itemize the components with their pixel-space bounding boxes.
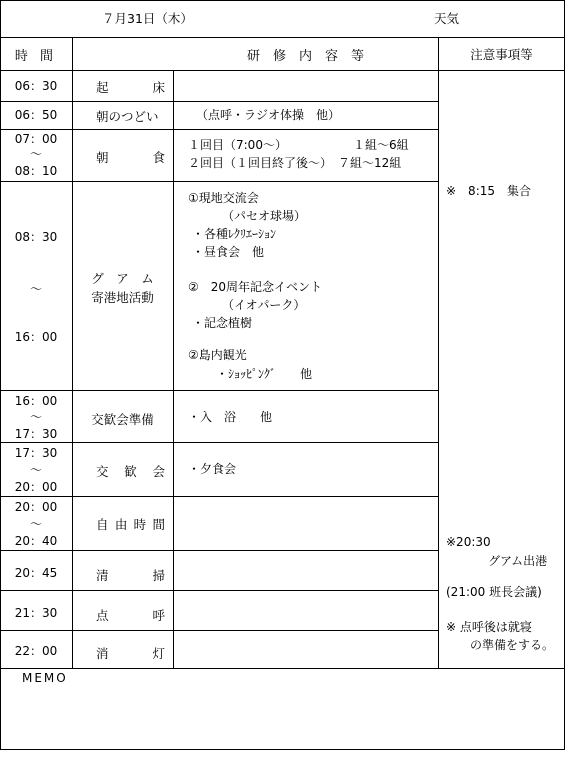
content-text: ２回目（１回目終了後～） ７組～12組 bbox=[188, 156, 402, 170]
grid-line bbox=[0, 630, 438, 631]
activity-text: 交 bbox=[96, 464, 109, 479]
content-text: ①現地交流会 bbox=[188, 191, 259, 205]
time-cell: 16：00 bbox=[14, 394, 58, 408]
activity-text: 掃 bbox=[152, 568, 165, 583]
content-text: ・ｼｮｯﾋﾟﾝｸﾞ 他 bbox=[216, 367, 313, 381]
content-text: ・入 浴 他 bbox=[188, 410, 273, 424]
activity-cell: 交歓会準備 bbox=[91, 412, 154, 427]
content-text: ② 20周年記念イベント bbox=[188, 280, 323, 294]
grid-line bbox=[438, 37, 439, 668]
activity-cell bbox=[72, 566, 173, 584]
time-tilde: ～ bbox=[29, 282, 42, 296]
content-text: ・各種ﾚｸﾘｴｰｼｮﾝ bbox=[192, 227, 277, 241]
time-cell: 06：30 bbox=[14, 79, 58, 93]
time-cell: 20：00 bbox=[14, 500, 58, 514]
activity-text: 起 bbox=[96, 80, 109, 95]
activity-cell bbox=[72, 462, 173, 480]
note-gather: ※ 8:15 集合 bbox=[446, 184, 532, 198]
time-tilde: ～ bbox=[29, 410, 42, 424]
time-cell: 07：00 bbox=[14, 132, 58, 146]
activity-cell bbox=[72, 606, 173, 624]
activity-text: 清 bbox=[96, 568, 109, 583]
notes-column-header: 注意事項等 bbox=[470, 47, 533, 62]
content-column-header: 研 修 内 容 等 bbox=[246, 49, 364, 64]
grid-line bbox=[0, 442, 438, 443]
activity-text: 朝 bbox=[96, 150, 109, 165]
note-depart-label: グアム出港 bbox=[488, 554, 548, 568]
activity-text: 会 bbox=[152, 464, 165, 479]
activity-cell: グ ア ム bbox=[91, 271, 154, 286]
content-text: ・記念植樹 bbox=[192, 316, 253, 330]
activity-text: 床 bbox=[152, 80, 165, 95]
content-text: （点呼・ラジオ体操 他） bbox=[196, 108, 341, 122]
time-cell: 17：30 bbox=[14, 446, 58, 460]
time-cell: 22：00 bbox=[14, 644, 58, 658]
activity-text: 灯 bbox=[152, 646, 165, 661]
activity-cell bbox=[72, 515, 173, 533]
content-text: （パセオ球場） bbox=[222, 209, 307, 223]
activity-cell bbox=[72, 78, 173, 96]
grid-line bbox=[0, 496, 438, 497]
activity-cell bbox=[72, 644, 173, 662]
grid-line bbox=[0, 668, 565, 669]
note-meeting: (21:00 班長会議) bbox=[446, 585, 542, 599]
time-tilde: ～ bbox=[29, 147, 42, 161]
activity-text: 呼 bbox=[152, 608, 165, 623]
grid-line bbox=[0, 550, 438, 551]
activity-cell bbox=[72, 148, 173, 166]
content-text: １回目（7:00～） １組～6組 bbox=[188, 138, 409, 152]
content-text: ②島内観光 bbox=[188, 348, 247, 362]
time-column-header: 時 間 bbox=[14, 49, 58, 64]
activity-cell: 寄港地活動 bbox=[91, 290, 154, 305]
grid-line bbox=[0, 390, 438, 391]
grid-line bbox=[0, 590, 438, 591]
note-depart-time: ※20:30 bbox=[446, 535, 491, 549]
content-text: ・夕食会 bbox=[188, 462, 237, 476]
grid-line bbox=[0, 101, 438, 102]
memo-label: MEMO bbox=[22, 671, 68, 685]
time-cell: 17：30 bbox=[14, 427, 58, 441]
time-cell: 08：30 bbox=[14, 230, 58, 244]
grid-line bbox=[0, 181, 438, 182]
activity-text: 消 bbox=[96, 646, 109, 661]
time-cell: 16：00 bbox=[14, 330, 58, 344]
activity-text: 歓 bbox=[124, 464, 137, 479]
content-text: ・昼食会 他 bbox=[192, 245, 265, 259]
time-cell: 21：30 bbox=[14, 606, 58, 620]
time-cell: 20：40 bbox=[14, 534, 58, 548]
grid-line bbox=[0, 70, 565, 71]
note-sleep-1: ※ 点呼後は就寝 bbox=[446, 620, 532, 634]
time-cell: 20：45 bbox=[14, 566, 58, 580]
activity-text: 時 bbox=[133, 517, 147, 532]
time-tilde: ～ bbox=[29, 517, 42, 531]
note-sleep-2: の準備をする。 bbox=[470, 638, 555, 652]
activity-text: 自 bbox=[96, 517, 109, 532]
content-text: （イオパーク） bbox=[222, 298, 306, 312]
activity-text: 点 bbox=[96, 608, 109, 623]
activity-text: 間 bbox=[152, 517, 165, 532]
weather-label: 天気 bbox=[434, 11, 460, 26]
time-cell: 20：00 bbox=[14, 480, 58, 494]
activity-text: 食 bbox=[152, 150, 165, 165]
activity-cell: 朝のつどい bbox=[96, 109, 159, 124]
date-label: ７月31日（木） bbox=[102, 11, 193, 26]
grid-line bbox=[0, 37, 565, 38]
grid-line bbox=[173, 70, 174, 668]
time-tilde: ～ bbox=[29, 463, 42, 477]
time-cell: 06：50 bbox=[14, 108, 58, 122]
time-cell: 08：10 bbox=[14, 164, 58, 178]
activity-text: 由 bbox=[114, 517, 128, 532]
grid-line bbox=[0, 129, 438, 130]
